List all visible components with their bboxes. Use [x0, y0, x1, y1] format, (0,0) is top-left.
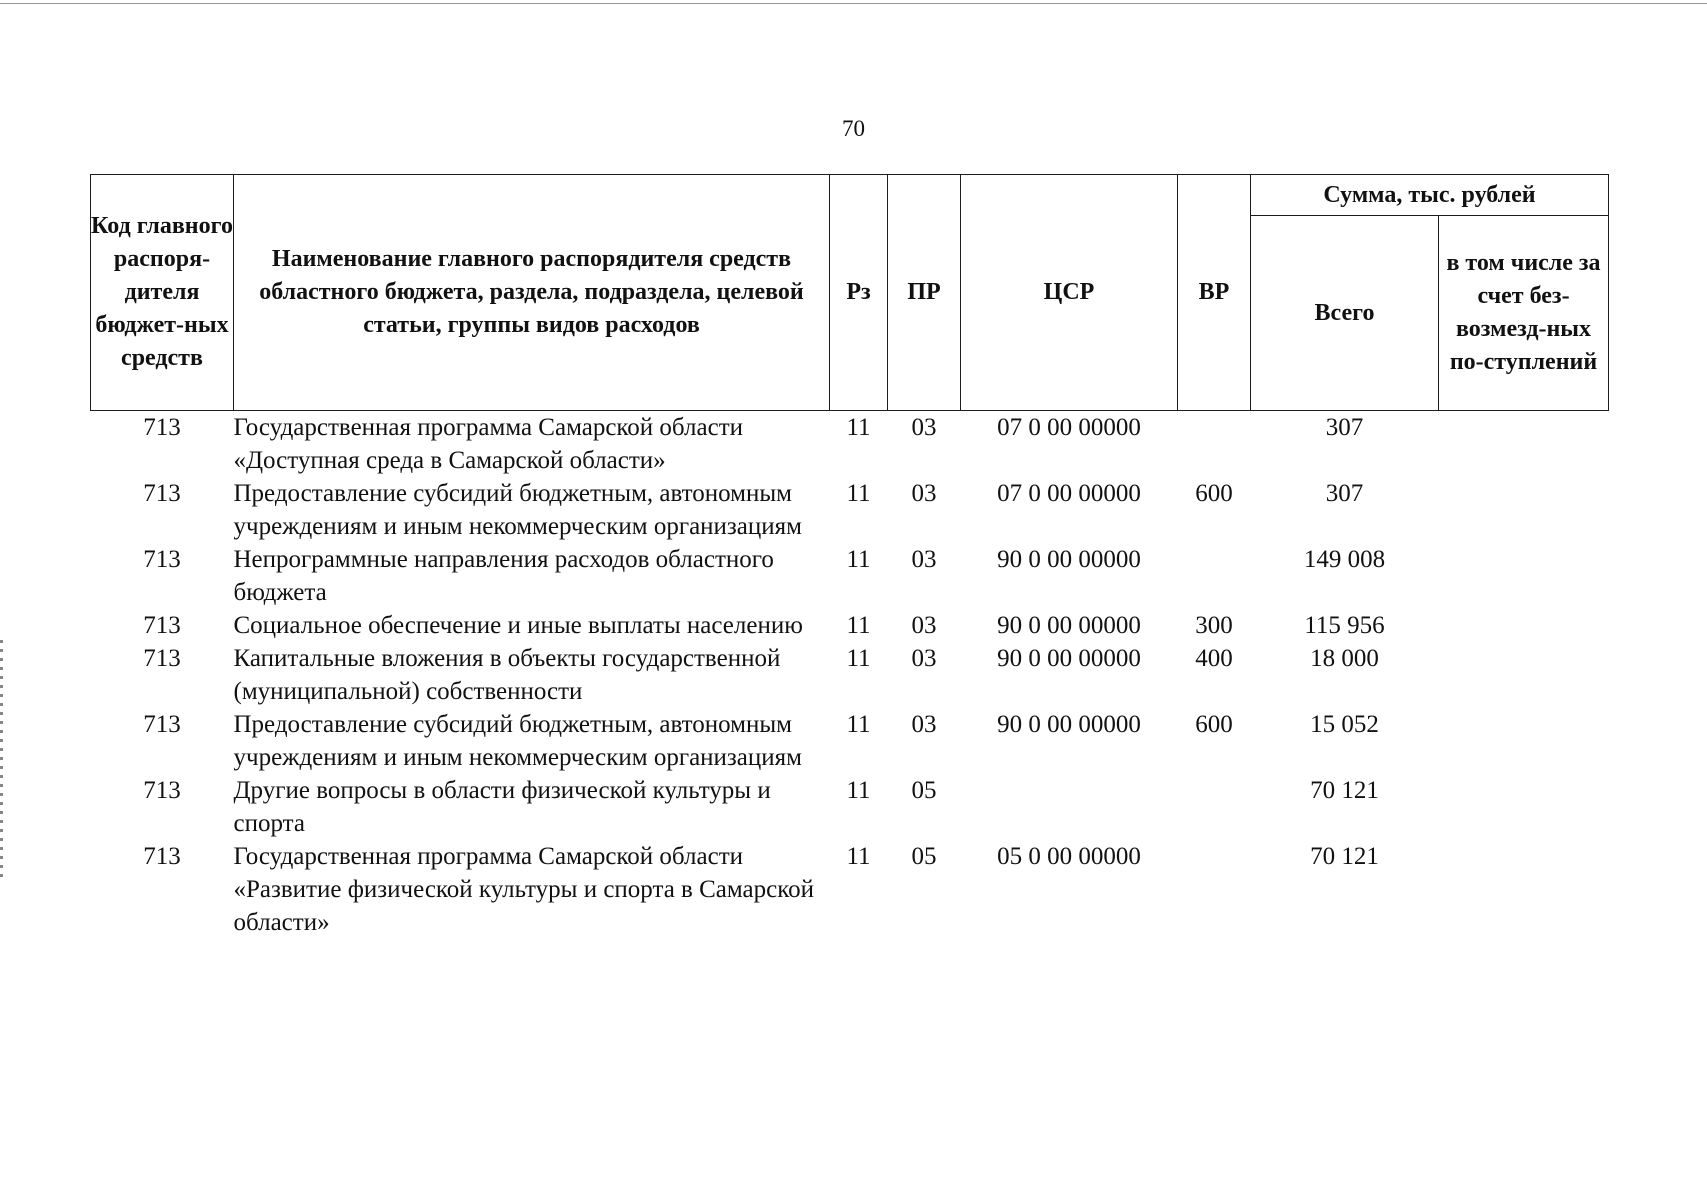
- cell-rz: 11: [846, 480, 871, 507]
- header-pr: ПР: [888, 175, 961, 411]
- cell-code: 713: [143, 843, 181, 870]
- header-gratuitous: в том числе за счет без-возмезд-ных по-ступлений: [1439, 216, 1609, 411]
- cell-gratuitous: [1439, 609, 1609, 642]
- cell-total: 307: [1325, 480, 1364, 507]
- header-code: Код главного распоря-дителя бюджет-ных средств: [91, 175, 234, 411]
- cell-total: 15 052: [1310, 711, 1379, 738]
- cell-name: Капитальные вложения в объекты государственной (муниципальной) собственности: [233, 645, 781, 705]
- cell-csr: 07 0 00 00000: [997, 414, 1141, 441]
- cell-total: 18 000: [1310, 645, 1379, 672]
- cell-code: 713: [143, 645, 181, 672]
- cell-total: 149 008: [1303, 546, 1386, 573]
- cell-gratuitous: [1439, 840, 1609, 939]
- cell-rz: 11: [846, 645, 871, 672]
- cell-csr: 05 0 00 00000: [997, 843, 1141, 870]
- header-rz: Рз: [830, 175, 888, 411]
- header-sum-group: Сумма, тыс. рублей: [1251, 175, 1609, 216]
- cell-gratuitous: [1439, 774, 1609, 840]
- cell-total: 70 121: [1310, 843, 1379, 870]
- cell-pr: 03: [911, 546, 937, 573]
- cell-pr: 05: [911, 843, 937, 870]
- cell-gratuitous: [1439, 477, 1609, 543]
- cell-code: 713: [143, 546, 181, 573]
- cell-vr: [1178, 840, 1251, 939]
- cell-total: 307: [1325, 414, 1364, 441]
- cell-csr: [961, 774, 1178, 840]
- cell-vr: 300: [1195, 612, 1233, 639]
- cell-code: 713: [143, 777, 181, 804]
- cell-name: Государственная программа Самарской области «Развитие физической культуры и спорта в Самарской области»: [233, 843, 814, 936]
- cell-pr: 03: [911, 480, 937, 507]
- cell-total: 70 121: [1310, 777, 1379, 804]
- table-header: [91, 175, 1609, 411]
- scan-left-edge-noise: [0, 640, 3, 880]
- table-row: [91, 840, 1609, 939]
- cell-name: Государственная программа Самарской области «Доступная среда в Самарской области»: [233, 414, 743, 474]
- cell-csr: 90 0 00 00000: [997, 645, 1141, 672]
- cell-total: 115 956: [1304, 612, 1385, 639]
- cell-pr: 03: [911, 711, 937, 738]
- table-body: [91, 411, 1609, 940]
- cell-csr: 90 0 00 00000: [997, 546, 1141, 573]
- budget-table: [90, 174, 1609, 939]
- cell-csr: 07 0 00 00000: [997, 480, 1141, 507]
- table-row: [91, 774, 1609, 840]
- cell-gratuitous: [1439, 708, 1609, 774]
- cell-rz: 11: [846, 843, 871, 870]
- cell-code: 713: [143, 414, 181, 441]
- cell-name: Непрограммные направления расходов областного бюджета: [233, 546, 774, 606]
- cell-code: 713: [143, 480, 181, 507]
- cell-pr: 03: [911, 645, 937, 672]
- cell-name: Социальное обеспечение и иные выплаты населению: [233, 612, 803, 639]
- cell-rz: 11: [846, 414, 871, 441]
- scan-top-border: [0, 3, 1707, 4]
- table-row: [91, 642, 1609, 708]
- header-total: Всего: [1251, 216, 1439, 411]
- table-row: [91, 543, 1609, 609]
- cell-vr: [1178, 774, 1251, 840]
- header-name: Наименование главного распорядителя средств областного бюджета, раздела, подраздела, целевой статьи, группы видов расходов: [234, 175, 830, 411]
- cell-csr: 90 0 00 00000: [997, 612, 1141, 639]
- cell-rz: 11: [846, 711, 871, 738]
- cell-rz: 11: [846, 777, 871, 804]
- cell-code: 713: [143, 711, 181, 738]
- cell-name: Другие вопросы в области физической культуры и спорта: [233, 777, 771, 837]
- cell-name: Предоставление субсидий бюджетным, автономным учреждениям и иным некоммерческим организациям: [233, 480, 802, 540]
- cell-pr: 05: [911, 777, 937, 804]
- cell-vr: 600: [1195, 711, 1233, 738]
- cell-vr: 400: [1195, 645, 1233, 672]
- cell-vr: 600: [1195, 480, 1233, 507]
- table-row: [91, 411, 1609, 478]
- cell-vr: [1178, 411, 1251, 478]
- table-row: [91, 609, 1609, 642]
- table-row: [91, 477, 1609, 543]
- cell-gratuitous: [1439, 411, 1609, 478]
- cell-pr: 03: [911, 612, 937, 639]
- cell-name: Предоставление субсидий бюджетным, автономным учреждениям и иным некоммерческим организациям: [233, 711, 802, 771]
- cell-vr: [1178, 543, 1251, 609]
- cell-csr: 90 0 00 00000: [997, 711, 1141, 738]
- header-csr: ЦСР: [961, 175, 1178, 411]
- cell-gratuitous: [1439, 543, 1609, 609]
- cell-pr: 03: [911, 414, 937, 441]
- cell-rz: 11: [846, 612, 871, 639]
- cell-gratuitous: [1439, 642, 1609, 708]
- cell-rz: 11: [846, 546, 871, 573]
- cell-code: 713: [143, 612, 181, 639]
- page-number: 70: [842, 116, 865, 141]
- header-vr: ВР: [1178, 175, 1251, 411]
- table-row: [91, 708, 1609, 774]
